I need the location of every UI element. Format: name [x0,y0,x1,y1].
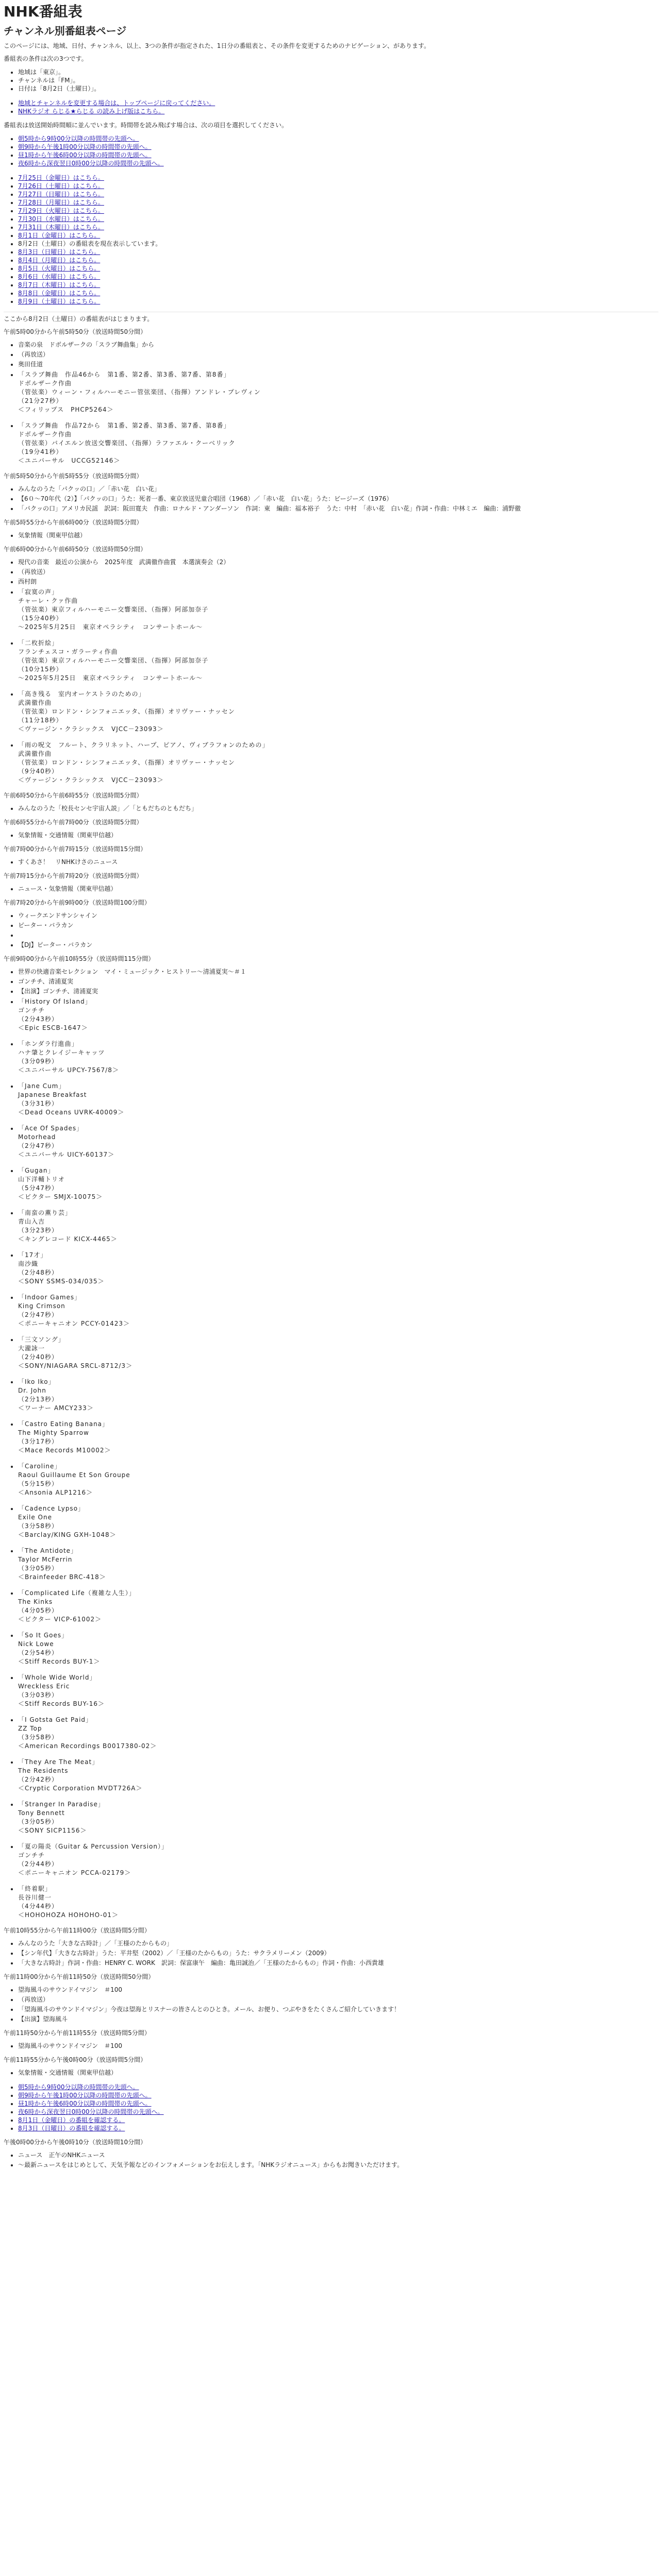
music-line: （10分15秒） [18,665,63,673]
music-line: • 「スラブ舞曲 作品72から 第1番、第2番、第3番、第7番、第8番」 [18,421,230,429]
music-line: The Residents [18,1767,69,1774]
date-nav-link[interactable]: 8月6日（水曜日）はこちら。 [18,273,101,280]
radiru-link[interactable]: NHKラジオ らじる★らじる の読み上げ版はこちら。 [18,107,165,115]
time-slot [4,2029,658,2050]
music-line: • 「三文ソング」 [18,1335,65,1343]
music-line: （2分42秒） [18,1775,58,1783]
music-line: （4分05秒） [18,1606,58,1614]
music-entry [18,1124,658,1159]
program-line: • 気象情報・交通情報（関東甲信越） [18,2069,658,2077]
program-list [4,2069,658,2077]
program-line: • みんなのうた「校長センセ宇宙人説」／「ともだちのともだち」 [18,805,658,812]
music-line: Raoul Guillaume Et Son Groupe [18,1471,130,1479]
slot-time: 午前7時15分から午前7時20分（放送時間5分間） [4,872,143,879]
music-entry [18,1547,658,1582]
music-line: • 「南蛮の薫り芸」 [18,1209,72,1216]
date-nav-item [18,281,658,289]
program-line: • （再放送） [18,351,658,359]
music-entry [18,421,658,465]
page-subtitle: チャンネル別番組表ページ [4,24,127,37]
music-entry [18,1716,658,1751]
time-slot [4,519,658,539]
music-entry [18,1040,658,1075]
program-list [4,805,658,812]
music-line: （管弦楽）バイエルン放送交響楽団、（指揮）ラファエル・クーベリック [18,439,236,447]
music-line: ドボルザーク作曲 [18,430,72,438]
music-line: 青山入吉 [18,1217,45,1225]
music-line: （5分15秒） [18,1480,58,1487]
music-line: ハナ肇とクレイジーキャッツ [18,1048,105,1056]
date-nav-item [18,264,658,273]
time-nav-item [18,151,658,159]
time-nav-bottom-item [18,2124,658,2132]
date-nav-item [18,248,658,256]
time-nav-header: 番組表は放送開始時間順に並んでいます。時間帯を読み飛ばす場合は、次の項目を選択してください。 [4,121,288,129]
date-nav-link[interactable]: 8月1日（金曜日）はこちら。 [18,231,101,239]
time-nav-link[interactable]: 朝9時から午後1時00分以降の時間帯の先頭へ。 [18,143,152,150]
music-line: • 「Cadence Lypso」 [18,1504,85,1512]
music-line: Exile One [18,1513,52,1521]
schedule-start-text: ここから8月2日（土曜日）の番組表がはじまります。 [4,315,154,323]
music-line: ＜ポニーキャニオン PCCA-02179＞ [18,1869,131,1876]
program-line: • 【DJ】ピーター・バラカン [18,941,658,949]
music-line: ＜ユニバーサル UCCG52146＞ [18,456,121,464]
condition-channel: • チャンネルは「FM」。 [18,76,658,84]
program-line: • 「パクッの口」アメリカ民謡 訳詞：阪田寛夫 作曲：ロナルド・アンダーソン 作詞：東 編曲：福本裕子 うた：中村 「赤い花 白い花」作詞・作曲：中林ミエ 編曲：浦野徹 [18,505,658,513]
music-line: （4分44秒） [18,1902,58,1910]
music-line: ＜SONY/NIAGARA SRCL-8712/3＞ [18,1362,133,1369]
program-list [4,832,658,839]
time-slot [4,819,658,839]
music-line: （2分48秒） [18,1268,58,1276]
music-entry [18,997,658,1032]
program-line: • 【シン年代】「大きな古時計」うた：平井堅（2002）／「王様のたからもの」うた：サクラメリーメン（2009） [18,1950,658,1957]
music-entry [18,639,658,683]
conditions-header: 番組表の条件は次の3つです。 [4,55,88,62]
music-line: • 「Gugan」 [18,1166,55,1174]
time-nav-bottom-link[interactable]: 8月1日（金曜日）の番組を確認する。 [18,2116,125,2124]
music-line: Taylor McFerrin [18,1555,73,1563]
date-nav-link[interactable]: 8月9日（土曜日）はこちら。 [18,297,101,305]
music-line: 大瀧詠一 [18,1344,45,1352]
music-entry [18,1378,658,1413]
music-line: ＜SONY SSMS-034/035＞ [18,1277,105,1285]
music-line: （管弦楽）東京フィルハーモニー交響楽団、（指揮）阿部加奈子 [18,656,209,664]
music-line: ＜American Recordings B0017380-02＞ [18,1742,157,1750]
time-nav-list-bottom [4,2083,658,2132]
time-nav-bottom-item [18,2099,658,2108]
music-line: （3分58秒） [18,1522,58,1530]
program-line: • 奥田佳道 [18,361,658,368]
date-nav-item [18,190,658,198]
program-line: • ニュース 正午のNHKニュース [18,2151,658,2159]
music-line: （2分43秒） [18,1015,58,1023]
music-line: ZZ Top [18,1724,42,1732]
music-entry [18,1842,658,1877]
music-entry [18,1462,658,1497]
date-nav-item [18,215,658,223]
music-line: （管弦楽）東京フィルハーモニー交響楽団、（指揮）阿部加奈子 [18,605,209,613]
program-list [4,885,658,893]
music-line: • 「History Of Island」 [18,997,92,1005]
time-nav-bottom-item [18,2108,658,2116]
music-entry [18,588,658,632]
music-entry [18,1293,658,1328]
program-line: • 望海風斗のサウンドイマジン ＃100 [18,2042,658,2050]
music-line: ＜ヴァージン・クラシックス VJCC－23093＞ [18,725,164,733]
music-entry [18,1673,658,1708]
top-nav-links [4,99,658,115]
date-nav-item [18,182,658,190]
music-entry [18,1335,658,1370]
slot-time: 午前11時50分から午前11時55分（放送時間5分間） [4,2029,151,2037]
date-nav-link[interactable]: 7月28日（月曜日）はこちら。 [18,198,104,206]
music-line: ＜Epic ESCB-1647＞ [18,1024,88,1031]
program-line: • ～最新ニュースをはじめとして、天気予報などのインフォメーションをお伝えします。「NHKラジオニュース」からもお聞きいただけます。 [18,2161,658,2169]
music-line: 長谷川健一 [18,1893,52,1901]
program-list [4,968,658,1920]
program-list [4,485,658,513]
condition-date: • 日付は「8月2日（土曜日）」。 [18,84,658,93]
music-line: • 「二枚折絵」 [18,639,59,647]
time-nav-bottom-item [18,2083,658,2091]
page-title: NHK番組表 [4,3,82,20]
slot-time: 午前7時20分から午前9時00分（放送時間100分間） [4,899,151,906]
music-line: （11分18秒） [18,716,63,724]
date-nav-link[interactable]: 8月7日（木曜日）はこちら。 [18,281,101,289]
music-line: ＜ポニーキャニオン PCCY-01423＞ [18,1319,130,1327]
date-nav-link[interactable]: 7月26日（土曜日）はこちら。 [18,182,104,190]
music-line: （3分03秒） [18,1691,58,1699]
date-nav-link[interactable]: 7月25日（金曜日）はこちら。 [18,174,104,181]
date-nav-link[interactable]: 7月30日（水曜日）はこちら。 [18,215,104,223]
music-line: （3分58秒） [18,1733,58,1741]
music-line: ドボルザーク作曲 [18,379,72,387]
music-entry [18,741,658,785]
music-line: チャーレ・クァ作曲 [18,597,78,604]
program-list [4,1940,658,1967]
program-list [4,1986,658,2023]
time-nav-item [18,134,658,143]
date-nav-item [18,289,658,297]
time-slot [4,955,658,1920]
music-entry [18,1589,658,1624]
date-nav-link[interactable]: 8月3日（日曜日）はこちら。 [18,248,101,256]
music-line: ＜ユニバーサル UPCY-7567/8＞ [18,1066,119,1074]
program-line: • 【出演】望海風斗 [18,2015,658,2023]
music-entry [18,1885,658,1920]
slot-time: 午前11時00分から午前11時50分（放送時間50分間） [4,1973,155,1980]
music-line: （管弦楽）ロンドン・シンフォニエッタ、（指揮）オリヴァー・ナッセン [18,707,235,715]
time-slot [4,472,658,513]
music-line: 武満徹作曲 [18,750,52,757]
music-line: （3分31秒） [18,1099,58,1107]
music-entry [18,1631,658,1666]
time-slot [4,328,658,465]
music-line: • 「Complicated Life（複雑な人生）」 [18,1589,136,1597]
music-line: ～2025年5月25日 東京オペラシティ コンサートホール～ [18,674,203,682]
music-line: （19分41秒） [18,448,63,455]
music-entry [18,1420,658,1455]
music-entry [18,1251,658,1286]
music-line: ＜HOHOHOZA HOHOHO-01＞ [18,1911,119,1919]
date-nav-link[interactable]: 8月5日（火曜日）はこちら。 [18,264,101,272]
music-line: Nick Lowe [18,1640,54,1648]
music-line: Tony Bennett [18,1809,65,1817]
program-line: • 現代の音楽 最近の公演から 2025年度 武満徹作曲賞 本選演奏会（2） [18,558,658,566]
program-list [4,2042,658,2050]
date-nav-item [18,207,658,215]
music-line: （3分23秒） [18,1226,58,1234]
music-entry [18,370,658,414]
music-line: ＜ユニバーサル UICY-60137＞ [18,1150,115,1158]
time-nav-item [18,143,658,151]
music-line: • 「Castro Eating Banana」 [18,1420,109,1428]
music-line: • 「ホンダラ行進曲」 [18,1040,78,1047]
music-line: （2分44秒） [18,1860,58,1868]
music-line: フランチェスコ・ガラーティ作曲 [18,648,118,655]
program-line: • 望海風斗のサウンドイマジン ＃100 [18,1986,658,1994]
slot-time: 午前6時55分から午前7時00分（放送時間5分間） [4,818,143,826]
music-line: ＜ワーナー AMCY233＞ [18,1404,94,1412]
music-line: （3分05秒） [18,1818,58,1825]
slot-time: 午前7時00分から午前7時15分（放送時間15分間） [4,845,147,853]
music-line: • 「高き残る 室内オーケストラのための」 [18,690,145,698]
music-entry [18,1082,658,1117]
date-nav-item [18,231,658,240]
music-line: 武満徹作曲 [18,699,52,706]
slot-time: 午前9時00分から午前10時55分（放送時間115分間） [4,955,155,962]
program-line: • ピーター・バラカン [18,922,658,929]
program-line [18,931,658,939]
time-slot [4,872,658,893]
music-line: ＜ビクター VICP-61002＞ [18,1615,102,1623]
program-line: • 音楽の泉 ドボルザークの「スラブ舞曲集」から [18,341,658,349]
schedule [4,328,658,2077]
music-entry [18,1209,658,1244]
music-line: • 「Indoor Games」 [18,1293,81,1301]
time-nav-link[interactable]: 朝5時から9時00分以降の時間帯の先頭へ。 [18,134,139,142]
music-line: • 「They Are The Meat」 [18,1758,99,1766]
music-line: （管弦楽）ウィーン・フィルハーモニー管弦楽団、（指揮）アンドレ・プレヴィン [18,388,261,396]
condition-area: • 地域は「東京」。 [18,68,658,76]
last-slot [4,2139,658,2169]
program-line: • ウィークエンドサンシャイン [18,912,658,920]
program-list [4,2151,658,2169]
slot-time: 午前6時50分から午前6時55分（放送時間5分間） [4,791,143,799]
program-list [4,532,658,539]
date-nav-item [18,273,658,281]
music-line: （2分47秒） [18,1142,58,1149]
music-line: ゴンチチ [18,1006,45,1014]
music-line: ＜Mace Records M10002＞ [18,1446,111,1454]
music-entry [18,1800,658,1835]
music-line: ＜Ansonia ALP1216＞ [18,1488,93,1496]
music-line: （3分05秒） [18,1564,58,1572]
time-slot [4,1927,658,1967]
time-nav-bottom-link[interactable]: 8月3日（日曜日）の番組を確認する。 [18,2124,125,2132]
music-line: • 「Jane Cum」 [18,1082,65,1090]
music-line: • 「夏の陽炎（Guitar & Percussion Version）」 [18,1842,169,1850]
music-line: The Kinks [18,1598,53,1605]
date-nav-item [18,297,658,306]
time-nav-bottom-link[interactable]: 夜6時から深夜翌日0時00分以降の時間帯の先頭へ。 [18,2108,164,2115]
music-line: （2分40秒） [18,1353,58,1361]
program-line: • すくあさ！ リNHKけさのニュース [18,858,658,866]
date-nav-list [4,174,658,306]
time-slot [4,1973,658,2023]
program-list [4,558,658,785]
music-line: • 「So It Goes」 [18,1631,69,1639]
music-line: ＜SONY SICP1156＞ [18,1826,87,1834]
program-line: • （再放送） [18,568,658,576]
music-line: ～2025年5月25日 東京オペラシティ コンサートホール～ [18,623,203,631]
music-line: • 「The Antidote」 [18,1547,78,1554]
music-line: （3分17秒） [18,1437,58,1445]
music-line: ＜Brainfeeder BRC-418＞ [18,1573,106,1581]
date-nav-current: 8月2日（土曜日）の番組表を現在表示しています。 [18,240,162,247]
music-line: （9分40秒） [18,767,58,775]
music-line: • 「Whole Wide World」 [18,1673,96,1681]
music-line: • 「寂寞の声」 [18,588,59,596]
music-line: （21分27秒） [18,397,63,404]
music-line: ＜Stiff Records BUY-16＞ [18,1700,105,1707]
time-nav-link[interactable]: 昼1時から午後6時00分以降の時間帯の先頭へ。 [18,151,152,159]
music-line: The Mighty Sparrow [18,1429,89,1436]
music-line: Japanese Breakfast [18,1091,87,1098]
program-line: • 「大きな古時計」作詞・作曲：HENRY C. WORK 訳詞：保富康午 編曲：亀田誠治／「王様のたからもの」作詞・作曲：小西貴雄 [18,1959,658,1967]
music-line: ＜Stiff Records BUY-1＞ [18,1657,101,1665]
music-line: 南沙織 [18,1260,39,1267]
date-nav-item [18,223,658,231]
music-line: • 「スラブ舞曲 作品46から 第1番、第2番、第3番、第7番、第8番」 [18,370,230,378]
music-line: Dr. John [18,1386,46,1394]
music-line: ＜Cryptic Corporation MVDT726A＞ [18,1784,143,1792]
time-slot [4,2056,658,2077]
time-nav-bottom-item [18,2091,658,2099]
program-line: • 「望海風斗のサウンドイマジン」今夜は望海とリスナーの皆さんとのひとき。メール、お便り、つぶやきをたくさんご紹介していきます！ [18,2006,658,2013]
program-list [4,858,658,866]
music-line: King Crimson [18,1302,65,1310]
music-line: （5分47秒） [18,1184,58,1192]
music-line: ＜Barclay/KING GXH-1048＞ [18,1531,117,1538]
music-line: • 「雨の呪文 フルート、クラリネット、ハープ、ピアノ、ヴィブラフォンのための」 [18,741,269,749]
music-line: • 「17才」 [18,1251,47,1259]
program-line: • みんなのうた「パクッの口」／「赤い花 白い花」 [18,485,658,493]
music-entry [18,1758,658,1793]
music-line: （15分40秒） [18,614,63,622]
slot-time: 午後0時00分から午後0時10分（放送時間10分間） [4,2138,147,2146]
program-line: • ゴンチチ、清浦夏実 [18,978,658,986]
music-line: （2分47秒） [18,1311,58,1318]
music-line: ＜ヴァージン・クラシックス VJCC－23093＞ [18,776,164,784]
time-nav-link[interactable]: 夜6時から深夜翌日0時00分以降の時間帯の先頭へ。 [18,159,164,167]
music-line: • 「Ace Of Spades」 [18,1124,84,1132]
back-to-top-link[interactable]: 地域とチャンネルを変更する場合は、トップページに戻ってください。 [18,99,216,107]
music-line: • 「Iko Iko」 [18,1378,55,1385]
music-line: • 「Stranger In Paradise」 [18,1800,105,1808]
music-line: （2分13秒） [18,1395,58,1403]
program-list [4,341,658,465]
music-line: （3分09秒） [18,1057,58,1065]
music-line: • 「I Gotsta Get Paid」 [18,1716,93,1723]
slot-time: 午前5時50分から午前5時55分（放送時間5分間） [4,472,143,480]
date-nav-item [18,174,658,182]
program-line: • 気象情報（関東甲信越） [18,532,658,539]
time-slot [4,546,658,785]
music-entry [18,1504,658,1539]
music-line: ＜フィリップス PHCP5264＞ [18,405,114,413]
music-line: ＜Dead Oceans UVRK-40009＞ [18,1108,125,1116]
program-line: • みんなのうた「大きな古時計」／「王様のたからもの」 [18,1940,658,1947]
time-nav-bottom-link[interactable]: 朝5時から9時00分以降の時間帯の先頭へ。 [18,2083,139,2091]
music-line: • 「Caroline」 [18,1462,61,1470]
time-nav-bottom-item [18,2116,658,2124]
music-entry [18,1166,658,1201]
page [0,3,662,2169]
program-line: • ニュース・気象情報（関東甲信越） [18,885,658,893]
date-nav-link[interactable]: 7月27日（日曜日）はこちら。 [18,190,104,198]
slot-time: 午前5時00分から午前5時50分（放送時間50分間） [4,328,147,335]
program-line: • 【6０～70年代（2）】「パクッの口」うた：死者一番、東京放送児童合唱団（1968）／「赤い花 白い花」うた：ビージーズ（1976） [18,495,658,503]
date-nav-link[interactable]: 8月8日（金曜日）はこちら。 [18,289,101,297]
music-line: ＜ビクター SMJX-10075＞ [18,1193,103,1200]
time-nav-bottom-link[interactable]: 朝9時から午後1時00分以降の時間帯の先頭へ。 [18,2091,152,2099]
time-slot [4,899,658,949]
program-line: • （再放送） [18,1996,658,2004]
date-nav-item [18,198,658,207]
music-line: 山下洋輔トリオ [18,1175,65,1183]
music-entry [18,690,658,734]
music-line: ゴンチチ [18,1851,45,1859]
program-line: • 世界の快適音楽セレクション マイ・ミュージック・ヒストリー〜清浦夏実〜＃１ [18,968,658,976]
time-nav-item [18,159,658,167]
slot-time: 午前6時00分から午前6時50分（放送時間50分間） [4,545,147,553]
time-nav-bottom-link[interactable]: 昼1時から午後6時00分以降の時間帯の先頭へ。 [18,2099,152,2107]
music-line: Motorhead [18,1133,56,1141]
music-line: • 「終着駅」 [18,1885,52,1892]
slot-time: 午前5時55分から午前6時00分（放送時間5分間） [4,518,143,526]
date-nav-link[interactable]: 8月4日（月曜日）はこちら。 [18,256,101,264]
music-line: （管弦楽）ロンドン・シンフォニエッタ、（指揮）オリヴァー・ナッセン [18,758,235,766]
music-line: Wreckless Eric [18,1682,70,1690]
music-line: （2分54秒） [18,1649,58,1656]
program-line: • 【出演】ゴンチチ、清浦夏実 [18,988,658,995]
program-line: • 気象情報・交通情報（関東甲信越） [18,832,658,839]
program-list [4,912,658,949]
time-slot [4,845,658,866]
time-nav-list [4,134,658,167]
slot-time: 午前11時55分から午後0時00分（放送時間5分間） [4,2056,147,2063]
date-nav-link[interactable]: 7月31日（木曜日）はこちら。 [18,223,104,231]
date-nav-link[interactable]: 7月29日（火曜日）はこちら。 [18,207,104,214]
date-nav-item [18,240,658,248]
program-line: • 西村朗 [18,578,658,586]
intro-text: このページには、地域、日付、チャンネル、以上、3つの条件が指定された、1日分の番組表と、その条件を変更するためのナビゲーション、があります。 [4,42,430,49]
date-nav-item [18,256,658,264]
slot-time: 午前10時55分から午前11時00分（放送時間5分間） [4,1926,151,1934]
time-slot [4,792,658,812]
conditions-list [4,68,658,93]
music-line: ＜キングレコード KICX-4465＞ [18,1235,118,1243]
